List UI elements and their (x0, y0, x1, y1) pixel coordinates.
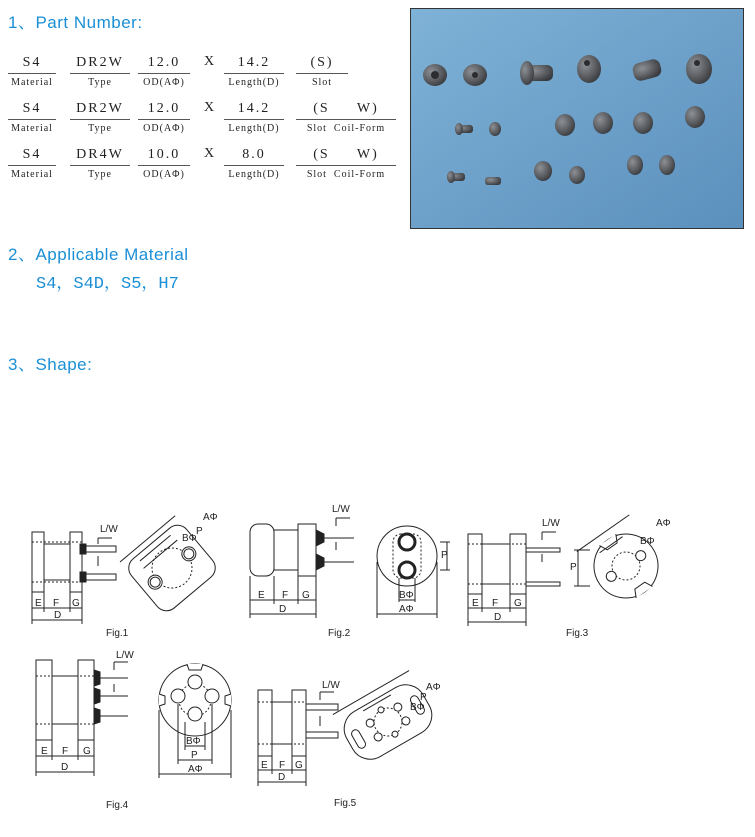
fig-2-side-view (250, 518, 354, 618)
fig-5-side-view (258, 690, 338, 786)
section-material-heading: 2、Applicable Material (8, 245, 189, 264)
fig-5-d-label: D (278, 772, 286, 783)
fig-3-g-label: G (514, 598, 522, 609)
fig-5-e-label: E (261, 760, 268, 771)
length-value: 14.2 (237, 101, 271, 116)
fig-4-f-label: F (62, 746, 69, 757)
fig-4-lw-label: L/W (116, 650, 134, 661)
type-label: Type (88, 77, 112, 88)
fig-3-top-view (577, 515, 671, 611)
fig-1-a-label: AΦ (203, 512, 218, 523)
fig-3-caption: Fig.3 (566, 628, 589, 639)
fig-4-p-label: P (191, 750, 198, 761)
fig-2-e-label: E (258, 590, 265, 601)
length-label: Length(D) (228, 77, 280, 88)
fig-2-a-label: AΦ (399, 604, 414, 615)
cell-od (138, 100, 190, 134)
section-part-number-heading: 1、Part Number: (8, 13, 143, 32)
cell-material (8, 100, 56, 134)
slot-label: Slot (311, 77, 333, 88)
fig-4-g-label: G (83, 746, 91, 757)
shape-diagrams (0, 470, 755, 830)
cell-od (138, 54, 190, 88)
cell-length (224, 146, 284, 180)
fig-2-f-label: F (282, 590, 289, 601)
fig-1-top-view (120, 516, 220, 616)
fig-3-lw-label: L/W (542, 518, 560, 529)
type-value: DR4W (76, 147, 124, 162)
material-value: S4 (22, 55, 42, 70)
cell-length (224, 100, 284, 134)
fig-1-d-label: D (54, 610, 62, 621)
fig-1-e-label: E (35, 598, 42, 609)
fig-2-d-label: D (279, 604, 287, 615)
x-separator: X (204, 146, 215, 161)
product-photo (410, 8, 744, 229)
od-label: OD(AΦ) (143, 169, 185, 180)
fig-4-side-view (36, 660, 128, 776)
fig-4-d-label: D (61, 762, 69, 773)
fig-1-b-label: BΦ (182, 533, 197, 544)
fig-2-b-label: BΦ (399, 590, 414, 601)
od-value: 12.0 (147, 101, 181, 116)
fig-3-a-label: AΦ (656, 518, 671, 529)
fig-2-p-label: P (441, 550, 448, 561)
cell-od (138, 146, 190, 180)
fig-3-side-view (468, 532, 560, 626)
fig-3-f-label: F (492, 598, 499, 609)
fig-5-g-label: G (295, 760, 303, 771)
fig-5-b-label: BΦ (410, 702, 425, 713)
part-number-row-1 (8, 54, 398, 94)
od-label: OD(AΦ) (143, 123, 185, 134)
material-label: Material (11, 123, 53, 134)
fig-4-a-label: AΦ (188, 764, 203, 775)
section-shape-heading: 3、Shape: (8, 355, 93, 374)
fig-4-caption: Fig.4 (106, 800, 129, 811)
slot-label: Slot Coil-Form (306, 169, 386, 180)
length-value: 14.2 (237, 55, 271, 70)
cell-type (70, 100, 130, 134)
fig-2-g-label: G (302, 590, 310, 601)
fig-3-e-label: E (472, 598, 479, 609)
fig-2-lw-label: L/W (332, 504, 350, 515)
type-label: Type (88, 169, 112, 180)
fig-4-e-label: E (41, 746, 48, 757)
fig-1-f-label: F (53, 598, 60, 609)
part-number-row-2 (8, 100, 398, 140)
slot-value: (S) (310, 55, 334, 70)
fig-2-caption: Fig.2 (328, 628, 351, 639)
length-label: Length(D) (228, 169, 280, 180)
material-value: S4 (22, 101, 42, 116)
cell-slot (296, 54, 348, 88)
fig-5-caption: Fig.5 (334, 798, 357, 809)
fig-5-lw-label: L/W (322, 680, 340, 691)
materials-list: S4，S4D，S5，H7 (36, 275, 179, 294)
od-value: 10.0 (147, 147, 181, 162)
fig-5-a-label: AΦ (426, 682, 441, 693)
slot-label: Slot Coil-Form (306, 123, 386, 134)
length-value: 8.0 (242, 147, 266, 162)
cell-material (8, 146, 56, 180)
fig-3-p-label: P (570, 562, 577, 573)
fig-1-side-view (32, 532, 116, 624)
type-value: DR2W (76, 55, 124, 70)
fig-1-p-label: P (196, 526, 203, 537)
fig-1-lw-label: L/W (100, 524, 118, 535)
fig-5-f-label: F (279, 760, 286, 771)
cell-slot (296, 100, 396, 134)
fig-1-caption: Fig.1 (106, 628, 129, 639)
cell-type (70, 146, 130, 180)
slot-value: (S W) (313, 101, 379, 116)
od-label: OD(AΦ) (143, 77, 185, 88)
length-label: Length(D) (228, 123, 280, 134)
fig-1-g-label: G (72, 598, 80, 609)
slot-value: (S W) (313, 147, 379, 162)
material-value: S4 (22, 147, 42, 162)
material-label: Material (11, 169, 53, 180)
ferrite-cores-photo-drawing (411, 9, 743, 228)
type-label: Type (88, 123, 112, 134)
fig-3-b-label: BΦ (640, 536, 655, 547)
fig-5-p-label: P (420, 692, 427, 703)
fig-3-d-label: D (494, 612, 502, 623)
part-number-row-3 (8, 146, 398, 186)
fig-5-top-view (333, 671, 439, 767)
cell-slot (296, 146, 396, 180)
od-value: 12.0 (147, 55, 181, 70)
x-separator: X (204, 54, 215, 69)
material-label: Material (11, 77, 53, 88)
cell-length (224, 54, 284, 88)
cell-type (70, 54, 130, 88)
type-value: DR2W (76, 101, 124, 116)
fig-4-b-label: BΦ (186, 736, 201, 747)
cell-material (8, 54, 56, 88)
x-separator: X (204, 100, 215, 115)
